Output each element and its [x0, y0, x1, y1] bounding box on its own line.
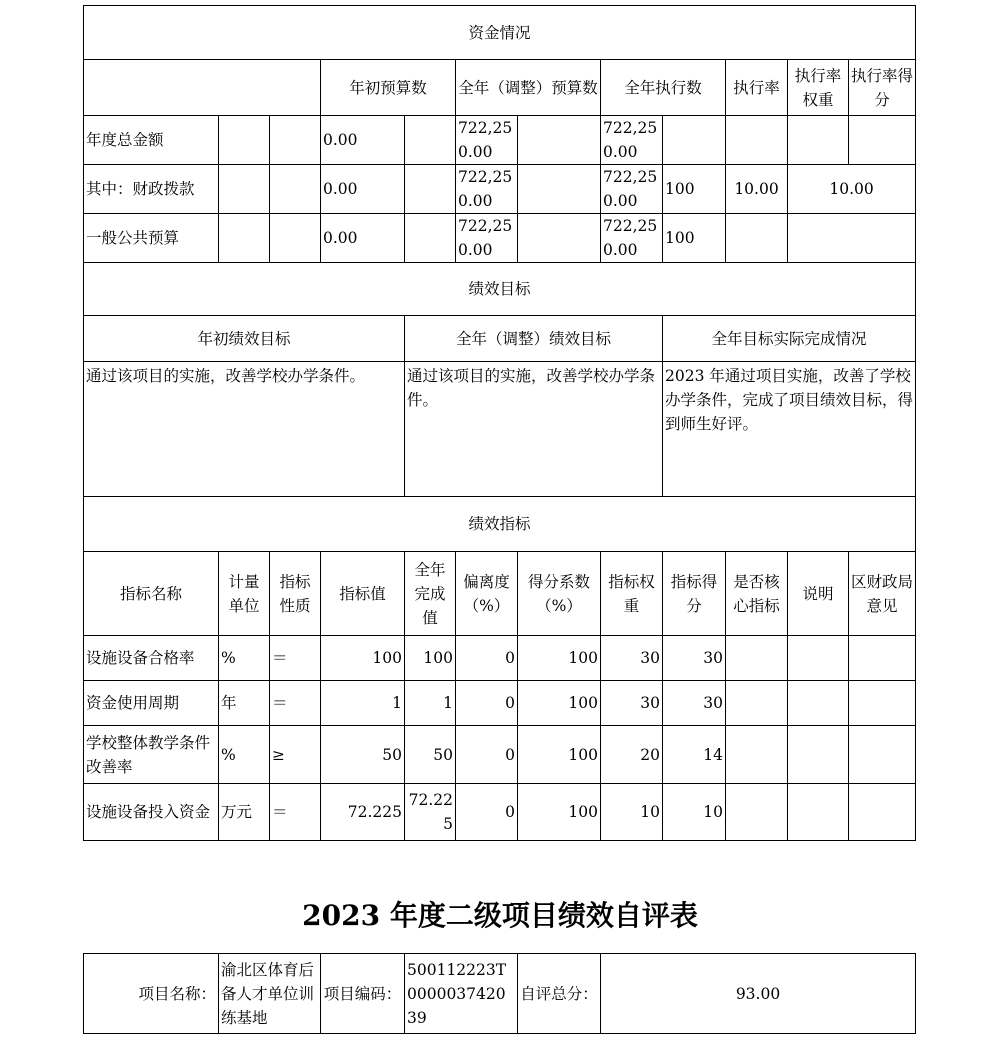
ind-deviation: 0 [456, 784, 518, 841]
ind-name: 设施设备投入资金 [84, 784, 219, 841]
ind-header-opinion: 区财政局意见 [849, 552, 916, 636]
goals-adjusted-text: 通过该项目的实施，改善学校办学条件。 [405, 362, 663, 497]
goals-header-adjusted: 全年（调整）绩效目标 [405, 316, 663, 362]
ind-value: 100 [321, 636, 405, 681]
funds-executed: 722,250.00 [601, 165, 663, 214]
ind-score: 14 [663, 726, 726, 784]
ind-completed: 1 [405, 681, 456, 726]
ind-weight: 30 [601, 636, 663, 681]
ind-score: 10 [663, 784, 726, 841]
ind-header-note: 说明 [788, 552, 849, 636]
page-title: 2023 年度二级项目绩效自评表 [302, 899, 698, 932]
funds-row [84, 165, 916, 214]
funds-header-blank [84, 60, 321, 116]
self-score-value: 93.00 [601, 954, 916, 1034]
ind-header-deviation: 偏离度（%） [456, 552, 518, 636]
funds-score [788, 116, 849, 165]
ind-weight: 20 [601, 726, 663, 784]
project-info-table [83, 953, 916, 1034]
header-adjusted-budget: 全年（调整）预算数 [456, 60, 601, 116]
funds-adjusted: 722,250.00 [456, 165, 518, 214]
header-execution-rate: 执行率 [726, 60, 788, 116]
goals-actual-text: 2023 年通过项目实施，改善了学校办学条件，完成了项目绩效目标，得到师生好评。 [663, 362, 916, 497]
funds-row-label: 其中：财政拨款 [84, 165, 219, 214]
header-rate-weight: 执行率权重 [788, 60, 849, 116]
funds-row-label: 一般公共预算 [84, 214, 219, 263]
ind-coef: 100 [518, 726, 601, 784]
funds-score [788, 214, 916, 263]
ind-value: 1 [321, 681, 405, 726]
ind-nature: ＝ [270, 681, 321, 726]
funds-rate: 100 [663, 214, 726, 263]
funds-weight [726, 214, 788, 263]
ind-unit: % [219, 636, 270, 681]
ind-completed: 72.225 [405, 784, 456, 841]
indicator-row [84, 681, 916, 726]
funds-weight: 10.00 [726, 165, 788, 214]
funds-adjusted: 722,250.00 [456, 116, 518, 165]
ind-score: 30 [663, 681, 726, 726]
funds-row [84, 214, 916, 263]
funds-initial: 0.00 [321, 116, 405, 165]
indicator-row [84, 726, 916, 784]
ind-nature: ＝ [270, 784, 321, 841]
ind-coef: 100 [518, 681, 601, 726]
header-initial-budget: 年初预算数 [321, 60, 456, 116]
funds-executed: 722,250.00 [601, 214, 663, 263]
ind-unit: 年 [219, 681, 270, 726]
funds-row-label: 年度总金额 [84, 116, 219, 165]
project-name-value: 渝北区体育后备人才单位训练基地 [219, 954, 321, 1034]
ind-completed: 100 [405, 636, 456, 681]
ind-coef: 100 [518, 636, 601, 681]
funds-score: 10.00 [788, 165, 916, 214]
ind-weight: 30 [601, 681, 663, 726]
indicators-section-title: 绩效指标 [84, 497, 916, 552]
self-score-label: 自评总分： [518, 954, 601, 1034]
ind-header-weight: 指标权重 [601, 552, 663, 636]
ind-deviation: 0 [456, 726, 518, 784]
ind-completed: 50 [405, 726, 456, 784]
ind-nature: ＝ [270, 636, 321, 681]
funds-weight [726, 116, 788, 165]
ind-unit: % [219, 726, 270, 784]
funds-initial: 0.00 [321, 165, 405, 214]
ind-coef: 100 [518, 784, 601, 841]
performance-table [83, 5, 916, 841]
goals-initial-text: 通过该项目的实施，改善学校办学条件。 [84, 362, 405, 497]
ind-name: 资金使用周期 [84, 681, 219, 726]
ind-score: 30 [663, 636, 726, 681]
goals-header-initial: 年初绩效目标 [84, 316, 405, 362]
project-code-label: 项目编码： [321, 954, 405, 1034]
ind-weight: 10 [601, 784, 663, 841]
ind-header-name: 指标名称 [84, 552, 219, 636]
ind-header-unit: 计量单位 [219, 552, 270, 636]
ind-deviation: 0 [456, 636, 518, 681]
goals-section-title: 绩效目标 [84, 263, 916, 316]
ind-deviation: 0 [456, 681, 518, 726]
funds-adjusted: 722,250.00 [456, 214, 518, 263]
ind-header-value: 指标值 [321, 552, 405, 636]
indicator-row [84, 784, 916, 841]
project-name-label: 项目名称： [84, 954, 219, 1034]
ind-value: 50 [321, 726, 405, 784]
funds-initial: 0.00 [321, 214, 405, 263]
ind-header-completed: 全年完成值 [405, 552, 456, 636]
ind-header-coef: 得分系数（%） [518, 552, 601, 636]
goals-header-actual: 全年目标实际完成情况 [663, 316, 916, 362]
ind-header-core: 是否核心指标 [726, 552, 788, 636]
funds-row [84, 116, 916, 165]
ind-unit: 万元 [219, 784, 270, 841]
funds-executed: 722,250.00 [601, 116, 663, 165]
ind-name: 设施设备合格率 [84, 636, 219, 681]
header-annual-execution: 全年执行数 [601, 60, 726, 116]
funds-rate: 100 [663, 165, 726, 214]
indicator-row [84, 636, 916, 681]
header-rate-score: 执行率得分 [849, 60, 916, 116]
ind-header-nature: 指标性质 [270, 552, 321, 636]
ind-value: 72.225 [321, 784, 405, 841]
ind-nature: ≥ [270, 726, 321, 784]
ind-header-score: 指标得分 [663, 552, 726, 636]
project-code-value: 500112223T000003742039 [405, 954, 518, 1034]
ind-name: 学校整体教学条件改善率 [84, 726, 219, 784]
funds-rate [663, 116, 726, 165]
funds-section-title: 资金情况 [84, 6, 916, 60]
